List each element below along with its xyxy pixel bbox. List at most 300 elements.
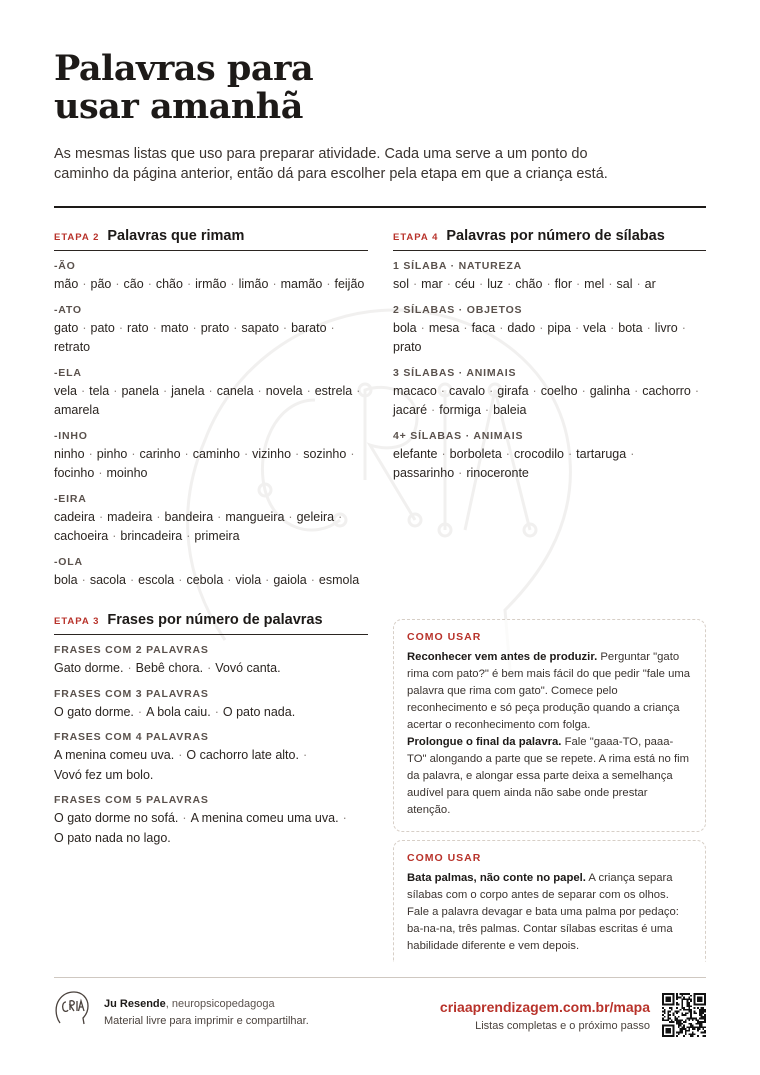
- word-list: [54, 275, 368, 295]
- word-list: [54, 571, 368, 591]
- section-rhymes: [54, 228, 368, 590]
- title-line-1: Palavras para: [54, 48, 314, 89]
- separator-dot: ·: [338, 509, 343, 524]
- word-item: A menina comeu uma uva.: [190, 811, 339, 825]
- separator-dot: ·: [499, 320, 504, 335]
- how-to-label: COMO USAR: [407, 631, 482, 643]
- word-list: [54, 508, 368, 547]
- word-with-separator: [584, 275, 616, 295]
- word-with-separator: [90, 571, 138, 591]
- separator-dot: ·: [608, 277, 613, 291]
- word-item: esmola: [318, 572, 360, 587]
- separator-dot: ·: [88, 446, 93, 461]
- word-with-separator: [138, 571, 186, 591]
- separator-dot: ·: [233, 320, 238, 335]
- how-to-text: Perguntar "gato rima com pato?" é bem mais fácil do que pedir "fale uma palavra que rima com gato". Comece pelo reconhecimento e só peça produção quando a criança acertar o reconhecimento com folga.: [407, 651, 691, 731]
- word-with-separator: [124, 275, 156, 295]
- word-group: [54, 688, 368, 723]
- separator-dot: ·: [484, 403, 490, 417]
- separator-dot: ·: [129, 572, 135, 587]
- etapa-label: ETAPA 3: [54, 616, 100, 627]
- separator-dot: ·: [681, 320, 686, 335]
- word-item: gaiola: [273, 572, 307, 587]
- word-item: Gato dorme.: [54, 661, 124, 675]
- word-item: pinho: [96, 446, 128, 461]
- word-item: jacaré: [393, 403, 428, 417]
- word-with-separator: [54, 659, 136, 679]
- separator-dot: ·: [156, 509, 161, 524]
- separator-dot: ·: [610, 320, 615, 335]
- word-item: cavalo: [448, 383, 486, 398]
- word-list: [54, 382, 368, 421]
- word-with-separator: [297, 508, 347, 528]
- word-with-separator: [186, 571, 235, 591]
- word-with-separator: [514, 445, 576, 465]
- word-list: [54, 319, 368, 358]
- word-with-separator: [235, 571, 273, 591]
- separator-dot: ·: [636, 277, 641, 291]
- section-header: [54, 612, 368, 635]
- how-to-lead: Bata palmas, não conte no papel.: [407, 872, 586, 884]
- word-with-separator: [186, 746, 311, 766]
- word-with-separator: [583, 319, 618, 339]
- word-with-separator: [487, 275, 515, 295]
- word-group-label: 4+ SÍLABAS · ANIMAIS: [393, 429, 524, 442]
- word-group-label: -EIRA: [54, 492, 87, 505]
- word-item: primeira: [194, 529, 240, 543]
- separator-dot: ·: [342, 811, 347, 825]
- separator-dot: ·: [81, 572, 86, 587]
- separator-dot: ·: [302, 748, 308, 762]
- word-with-separator: [201, 319, 242, 339]
- word-with-separator: [497, 382, 540, 402]
- how-to-lead: Prolongue o final da palavra.: [407, 736, 562, 748]
- word-with-separator: [89, 382, 121, 402]
- word-item: ninho: [54, 446, 85, 461]
- word-with-separator: [393, 445, 450, 465]
- separator-dot: ·: [131, 446, 136, 461]
- word-item: novela: [265, 383, 303, 398]
- word-with-separator: [191, 809, 351, 829]
- word-item: cachorro: [642, 383, 691, 398]
- separator-dot: ·: [178, 572, 183, 587]
- word-with-separator: [136, 659, 216, 679]
- word-with-separator: [107, 508, 164, 528]
- section-title: Palavras por número de sílabas: [446, 228, 665, 244]
- word-with-separator: [54, 527, 120, 547]
- word-with-separator: [91, 275, 124, 295]
- word-group: [393, 430, 706, 484]
- word-with-separator: [449, 382, 497, 402]
- separator-dot: ·: [207, 661, 212, 675]
- separator-dot: ·: [412, 277, 418, 291]
- word-item: Vovó canta.: [215, 661, 281, 675]
- word-item: chão: [515, 277, 543, 291]
- word-item: vela: [54, 383, 77, 398]
- word-item: A bola caiu.: [146, 704, 211, 719]
- word-item: sozinho: [303, 446, 347, 461]
- word-group-label: 2 SÍLABAS · OBJETOS: [393, 303, 523, 316]
- word-item: faca: [471, 320, 496, 335]
- word-item: elefante: [393, 446, 438, 461]
- separator-dot: ·: [575, 320, 580, 335]
- separator-dot: ·: [82, 277, 87, 291]
- word-item: caminho: [192, 446, 240, 461]
- separator-dot: ·: [217, 509, 222, 524]
- word-item: livro: [654, 320, 678, 335]
- word-with-separator: [617, 275, 645, 295]
- word-item: rato: [127, 320, 149, 335]
- word-with-separator: [576, 445, 638, 465]
- separator-dot: ·: [295, 446, 300, 461]
- word-item: limão: [238, 277, 269, 291]
- word-with-separator: [393, 275, 421, 295]
- separator-dot: ·: [282, 320, 288, 335]
- word-group-label: -ATO: [54, 303, 82, 316]
- word-item: galinha: [589, 383, 631, 398]
- word-item: pão: [90, 277, 112, 291]
- word-with-separator: [429, 319, 472, 339]
- word-item: mamão: [280, 277, 323, 291]
- word-group-label: FRASES COM 3 PALAVRAS: [54, 687, 209, 700]
- separator-dot: ·: [581, 383, 586, 398]
- word-item: cadeira: [54, 509, 95, 524]
- word-item: mão: [54, 277, 79, 291]
- word-with-separator: [54, 508, 107, 528]
- separator-dot: ·: [98, 466, 103, 480]
- separator-dot: ·: [113, 383, 118, 398]
- word-with-separator: [315, 382, 365, 402]
- word-group-label: -OLA: [54, 555, 83, 568]
- word-with-separator: [54, 382, 89, 402]
- word-with-separator: [642, 382, 703, 402]
- word-with-separator: [421, 275, 455, 295]
- page-title: [54, 50, 574, 126]
- word-with-separator: [241, 319, 291, 339]
- word-item: madeira: [107, 509, 153, 524]
- word-with-separator: [393, 401, 439, 421]
- word-item: O cachorro late alto.: [186, 748, 299, 762]
- word-group: [393, 304, 706, 358]
- word-group-label: FRASES COM 5 PALAVRAS: [54, 794, 209, 806]
- separator-dot: ·: [306, 383, 311, 398]
- author-name: Ju Resende: [104, 998, 166, 1010]
- separator-dot: ·: [288, 509, 293, 524]
- word-item: cão: [123, 277, 144, 291]
- separator-dot: ·: [330, 320, 335, 335]
- word-item: barato: [291, 320, 327, 335]
- how-to-use-box-syllables: [393, 840, 706, 962]
- how-to-label: COMO USAR: [407, 852, 482, 864]
- separator-dot: ·: [479, 277, 484, 291]
- word-item: geleira: [296, 509, 335, 524]
- word-with-separator: [54, 464, 106, 484]
- word-item: viola: [235, 572, 262, 587]
- word-item: passarinho: [393, 466, 455, 480]
- group-list: [54, 260, 368, 590]
- word-item: ar: [644, 277, 656, 291]
- group-list: [54, 644, 368, 848]
- separator-dot: ·: [458, 466, 463, 480]
- how-to-text: A criança separa sílabas com o corpo antes de separar com os olhos. Fale a palavra devagar e bata uma palma por pedaço: ba-na-na, três palmas. Contar sílabas escritas é uma habilidade diferente e vem depois.: [407, 872, 679, 952]
- separator-dot: ·: [350, 446, 355, 461]
- word-item: prato: [200, 320, 230, 335]
- word-with-separator: [54, 319, 91, 339]
- word-group-label: -ELA: [54, 366, 82, 379]
- separator-dot: ·: [546, 277, 551, 291]
- separator-dot: ·: [82, 320, 87, 335]
- group-list: [393, 260, 706, 484]
- separator-dot: ·: [567, 446, 573, 461]
- word-item: vela: [583, 320, 607, 335]
- word-item: coelho: [540, 383, 578, 398]
- word-group: [54, 260, 368, 295]
- how-to-paragraph: [407, 734, 692, 819]
- separator-dot: ·: [214, 704, 219, 719]
- separator-dot: ·: [272, 277, 277, 291]
- footer-url-caption: Listas completas e o próximo passo: [475, 1020, 650, 1032]
- footer-divider: [54, 977, 706, 978]
- separator-dot: ·: [147, 277, 152, 291]
- word-with-separator: [54, 703, 146, 723]
- separator-dot: ·: [80, 383, 86, 398]
- word-group: [54, 367, 368, 421]
- title-line-2: usar amanhã: [54, 86, 303, 127]
- word-item: brincadeira: [120, 529, 183, 543]
- word-list: [54, 445, 368, 484]
- separator-dot: ·: [186, 277, 192, 291]
- word-with-separator: [541, 382, 590, 402]
- separator-dot: ·: [634, 383, 639, 398]
- word-with-separator: [140, 445, 193, 465]
- word-item: A menina comeu uva.: [54, 748, 175, 762]
- how-to-paragraph: [407, 649, 692, 734]
- word-with-separator: [266, 382, 315, 402]
- separator-dot: ·: [576, 277, 581, 291]
- word-with-separator: [54, 275, 91, 295]
- qr-code[interactable]: [662, 993, 706, 1037]
- header-divider: [54, 206, 706, 208]
- separator-dot: ·: [532, 383, 537, 398]
- separator-dot: ·: [446, 277, 451, 291]
- word-with-separator: [239, 275, 281, 295]
- separator-dot: ·: [694, 383, 700, 398]
- separator-dot: ·: [192, 320, 197, 335]
- word-with-separator: [91, 319, 128, 339]
- section-title: Palavras que rimam: [107, 228, 245, 244]
- word-item: mesa: [428, 320, 460, 335]
- separator-dot: ·: [112, 529, 117, 543]
- word-item: sol: [393, 277, 409, 291]
- word-item: bota: [618, 320, 643, 335]
- word-list: [54, 809, 368, 848]
- word-with-separator: [54, 809, 191, 829]
- word-list: [393, 445, 706, 484]
- word-item: sapato: [241, 320, 279, 335]
- word-item: janela: [171, 383, 205, 398]
- word-list: [54, 659, 368, 679]
- word-item: feijão: [334, 277, 365, 291]
- word-item: dado: [507, 320, 536, 335]
- how-to-paragraph: [407, 870, 692, 955]
- separator-dot: ·: [489, 383, 494, 398]
- word-with-separator: [555, 275, 585, 295]
- separator-dot: ·: [208, 383, 213, 398]
- word-with-separator: [252, 445, 303, 465]
- word-item: mangueira: [225, 509, 285, 524]
- cria-logo: [54, 990, 90, 1026]
- separator-dot: ·: [356, 383, 361, 398]
- footer-url-link[interactable]: criaaprendizagem.com.br/mapa: [439, 999, 650, 1015]
- word-with-separator: [54, 746, 186, 766]
- separator-dot: ·: [118, 320, 124, 335]
- word-list: [393, 275, 706, 295]
- word-item: tela: [89, 383, 110, 398]
- word-with-separator: [547, 319, 583, 339]
- intro-text: As mesmas listas que uso para preparar atividade. Cada uma serve a um ponto do caminho da página anterior, então dá para escolher pela etapa em que a criança está.: [54, 146, 608, 182]
- word-with-separator: [97, 445, 140, 465]
- word-item: bola: [393, 320, 417, 335]
- separator-dot: ·: [265, 572, 270, 587]
- separator-dot: ·: [646, 320, 651, 335]
- word-item: estrela: [314, 383, 353, 398]
- word-group-label: -INHO: [54, 429, 88, 442]
- word-item: pato: [90, 320, 115, 335]
- word-item: gato: [54, 320, 79, 335]
- author-block: [104, 996, 309, 1030]
- word-group: [54, 430, 368, 484]
- how-to-lead: Reconhecer vem antes de produzir.: [407, 651, 598, 663]
- word-group-label: FRASES COM 4 PALAVRAS: [54, 731, 209, 743]
- word-with-separator: [193, 445, 252, 465]
- separator-dot: ·: [230, 277, 235, 291]
- word-group-label: FRASES COM 2 PALAVRAS: [54, 644, 209, 656]
- word-with-separator: [121, 382, 171, 402]
- author-line: [104, 996, 309, 1013]
- word-group: [54, 644, 368, 679]
- word-group: [393, 367, 706, 421]
- word-item: flor: [554, 277, 572, 291]
- word-with-separator: [291, 319, 339, 339]
- section-title: Frases por número de palavras: [107, 612, 323, 628]
- separator-dot: ·: [539, 320, 544, 335]
- word-with-separator: [120, 527, 194, 547]
- word-item: canela: [216, 383, 254, 398]
- separator-dot: ·: [137, 704, 143, 719]
- separator-dot: ·: [440, 383, 445, 398]
- separator-dot: ·: [186, 529, 191, 543]
- separator-dot: ·: [184, 446, 189, 461]
- word-with-separator: [515, 275, 554, 295]
- separator-dot: ·: [463, 320, 468, 335]
- word-item: O pato nada no lago.: [54, 830, 171, 845]
- section-header: [54, 228, 368, 251]
- word-item: cachoeira: [54, 529, 109, 543]
- word-group: [54, 794, 368, 848]
- word-with-separator: [655, 319, 690, 339]
- word-item: baleia: [493, 403, 527, 417]
- word-item: retrato: [54, 340, 91, 354]
- word-group-label: -ÃO: [54, 260, 76, 272]
- word-group-label: 1 SÍLABA · NATUREZA: [393, 260, 522, 272]
- word-item: O gato dorme no sofá.: [54, 811, 179, 825]
- word-with-separator: [590, 382, 643, 402]
- word-item: mato: [160, 320, 189, 335]
- separator-dot: ·: [152, 320, 157, 335]
- word-item: mel: [584, 277, 605, 291]
- word-with-separator: [146, 703, 223, 723]
- word-item: formiga: [439, 403, 481, 417]
- word-with-separator: [393, 319, 429, 339]
- word-with-separator: [127, 319, 161, 339]
- word-with-separator: [281, 275, 335, 295]
- word-item: rinoceronte: [466, 466, 529, 480]
- word-item: mar: [421, 277, 443, 291]
- separator-dot: ·: [99, 509, 104, 524]
- separator-dot: ·: [420, 320, 425, 335]
- separator-dot: ·: [431, 403, 436, 417]
- separator-dot: ·: [115, 277, 120, 291]
- word-with-separator: [54, 571, 90, 591]
- etapa-label: ETAPA 4: [393, 232, 439, 243]
- word-with-separator: [217, 382, 266, 402]
- word-item: tartaruga: [576, 446, 627, 461]
- word-with-separator: [225, 508, 296, 528]
- word-list: [54, 746, 368, 785]
- separator-dot: ·: [507, 277, 512, 291]
- word-item: escola: [138, 572, 175, 587]
- how-to-use-box-rhymes: [393, 619, 706, 832]
- word-with-separator: [54, 445, 97, 465]
- word-item: borboleta: [449, 446, 502, 461]
- word-with-separator: [472, 319, 508, 339]
- word-item: sacola: [89, 572, 126, 587]
- word-item: moinho: [106, 466, 148, 480]
- word-with-separator: [195, 275, 238, 295]
- word-group: [54, 731, 368, 785]
- word-item: céu: [454, 277, 476, 291]
- word-with-separator: [507, 319, 547, 339]
- word-group: [393, 260, 706, 295]
- word-with-separator: [161, 319, 201, 339]
- word-group-label: 3 SÍLABAS · ANIMAIS: [393, 366, 517, 379]
- separator-dot: ·: [127, 661, 132, 675]
- word-group: [54, 556, 368, 591]
- word-item: chão: [155, 277, 183, 291]
- separator-dot: ·: [257, 383, 262, 398]
- separator-dot: ·: [243, 446, 249, 461]
- word-item: girafa: [497, 383, 529, 398]
- word-item: Bebê chora.: [135, 661, 204, 675]
- section-phrases: [54, 612, 368, 848]
- section-header: [393, 228, 706, 251]
- word-item: prato: [393, 340, 422, 354]
- word-item: pipa: [547, 320, 571, 335]
- word-group: [54, 304, 368, 358]
- word-item: macaco: [393, 383, 437, 398]
- word-item: vizinho: [252, 446, 292, 461]
- word-item: crocodilo: [513, 446, 564, 461]
- word-with-separator: [165, 508, 226, 528]
- word-group: [54, 493, 368, 547]
- separator-dot: ·: [227, 572, 232, 587]
- separator-dot: ·: [630, 446, 635, 461]
- how-to-text: Fale "gaaa-TO, paaa-TO" alongando a parte que se repete. A rima está no fim da palavra, e alongar essa parte deixa a semelhança audível para quem ainda não sabe onde prestar atenção.: [407, 736, 690, 816]
- word-item: sal: [616, 277, 633, 291]
- word-item: bola: [54, 572, 78, 587]
- word-item: irmão: [195, 277, 227, 291]
- word-with-separator: [455, 275, 487, 295]
